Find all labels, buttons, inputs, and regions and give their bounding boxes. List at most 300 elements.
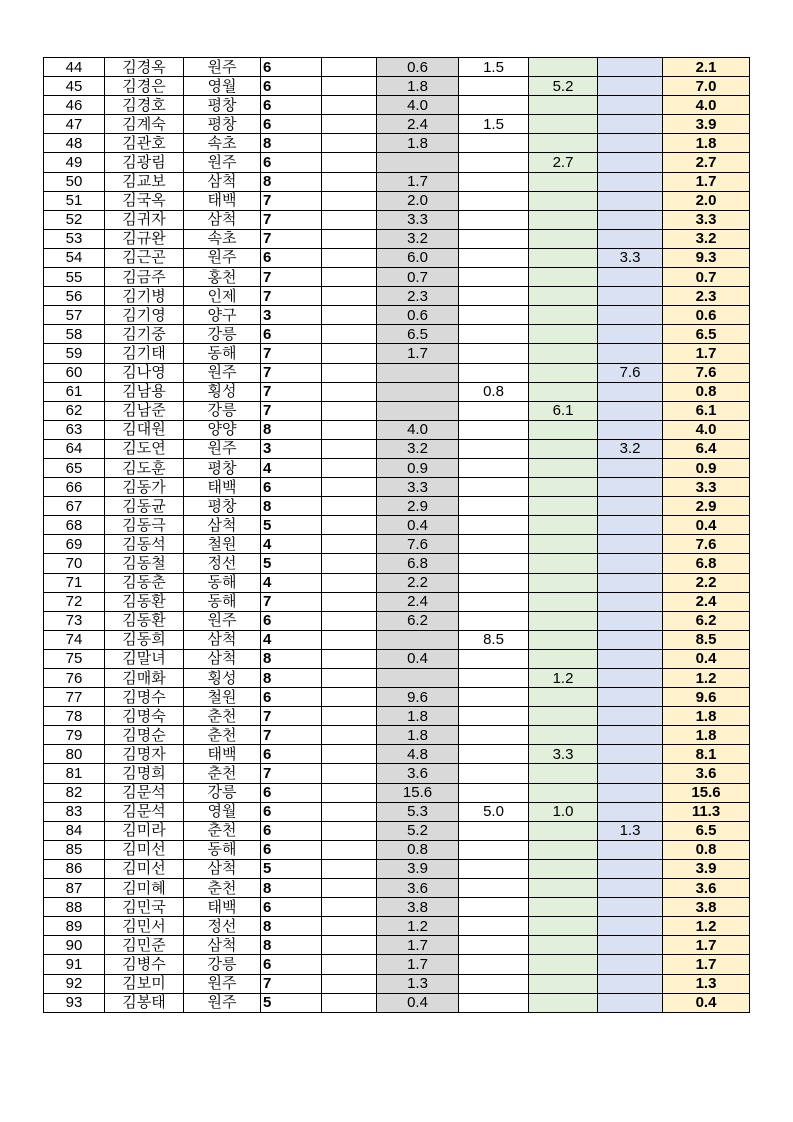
value-4-cell xyxy=(598,268,663,287)
value-1-cell: 3.6 xyxy=(377,879,459,898)
region-cell: 동해 xyxy=(184,573,261,592)
total-cell: 0.8 xyxy=(663,382,750,401)
blank-cell xyxy=(322,573,377,592)
value-4-cell xyxy=(598,974,663,993)
value-4-cell xyxy=(598,344,663,363)
value-2-cell: 8.5 xyxy=(459,630,529,649)
value-4-cell xyxy=(598,764,663,783)
value-3-cell xyxy=(529,439,598,458)
total-cell: 0.9 xyxy=(663,458,750,477)
table-row xyxy=(44,898,750,917)
grade-cell: 6 xyxy=(261,115,322,134)
row-number-cell: 47 xyxy=(44,115,105,134)
blank-cell xyxy=(322,879,377,898)
row-number-cell: 54 xyxy=(44,248,105,267)
value-3-cell xyxy=(529,306,598,325)
row-number-cell: 68 xyxy=(44,516,105,535)
total-cell: 1.2 xyxy=(663,917,750,936)
value-2-cell xyxy=(459,96,529,115)
value-3-cell xyxy=(529,726,598,745)
grade-cell: 6 xyxy=(261,77,322,96)
grade-cell: 6 xyxy=(261,58,322,77)
value-4-cell xyxy=(598,688,663,707)
table-row xyxy=(44,745,750,764)
value-2-cell xyxy=(459,248,529,267)
value-1-cell: 1.8 xyxy=(377,134,459,153)
table-row xyxy=(44,993,750,1012)
grade-cell: 8 xyxy=(261,420,322,439)
grade-cell: 7 xyxy=(261,344,322,363)
value-1-cell: 7.6 xyxy=(377,535,459,554)
value-3-cell xyxy=(529,268,598,287)
region-cell: 삼척 xyxy=(184,516,261,535)
table-row xyxy=(44,707,750,726)
region-cell: 삼척 xyxy=(184,649,261,668)
value-2-cell xyxy=(459,821,529,840)
table-row xyxy=(44,649,750,668)
row-number-cell: 87 xyxy=(44,879,105,898)
name-cell: 김도훈 xyxy=(105,458,184,477)
value-1-cell: 1.7 xyxy=(377,172,459,191)
table-row xyxy=(44,439,750,458)
value-3-cell xyxy=(529,898,598,917)
table-row xyxy=(44,96,750,115)
region-cell: 인제 xyxy=(184,287,261,306)
blank-cell xyxy=(322,783,377,802)
name-cell: 김대원 xyxy=(105,420,184,439)
total-cell: 0.8 xyxy=(663,840,750,859)
value-2-cell xyxy=(459,649,529,668)
total-cell: 2.7 xyxy=(663,153,750,172)
blank-cell xyxy=(322,554,377,573)
blank-cell xyxy=(322,821,377,840)
name-cell: 김동석 xyxy=(105,535,184,554)
row-number-cell: 85 xyxy=(44,840,105,859)
value-1-cell: 1.8 xyxy=(377,726,459,745)
blank-cell xyxy=(322,840,377,859)
row-number-cell: 70 xyxy=(44,554,105,573)
region-cell: 속초 xyxy=(184,229,261,248)
row-number-cell: 80 xyxy=(44,745,105,764)
grade-cell: 8 xyxy=(261,134,322,153)
value-3-cell xyxy=(529,172,598,191)
value-4-cell xyxy=(598,382,663,401)
region-cell: 춘천 xyxy=(184,821,261,840)
name-cell: 김민서 xyxy=(105,917,184,936)
name-cell: 김기병 xyxy=(105,287,184,306)
row-number-cell: 58 xyxy=(44,325,105,344)
value-3-cell xyxy=(529,573,598,592)
value-4-cell xyxy=(598,134,663,153)
row-number-cell: 49 xyxy=(44,153,105,172)
name-cell: 김동가 xyxy=(105,478,184,497)
total-cell: 1.2 xyxy=(663,669,750,688)
region-cell: 강릉 xyxy=(184,325,261,344)
row-number-cell: 76 xyxy=(44,669,105,688)
row-number-cell: 56 xyxy=(44,287,105,306)
value-1-cell: 1.7 xyxy=(377,344,459,363)
row-number-cell: 63 xyxy=(44,420,105,439)
region-cell: 춘천 xyxy=(184,726,261,745)
name-cell: 김문석 xyxy=(105,802,184,821)
row-number-cell: 50 xyxy=(44,172,105,191)
value-1-cell: 0.7 xyxy=(377,268,459,287)
total-cell: 15.6 xyxy=(663,783,750,802)
value-2-cell xyxy=(459,210,529,229)
value-1-cell: 0.6 xyxy=(377,58,459,77)
row-number-cell: 44 xyxy=(44,58,105,77)
total-cell: 3.3 xyxy=(663,210,750,229)
value-4-cell xyxy=(598,592,663,611)
value-2-cell xyxy=(459,955,529,974)
region-cell: 평창 xyxy=(184,96,261,115)
table-row xyxy=(44,306,750,325)
table-row xyxy=(44,478,750,497)
value-3-cell xyxy=(529,535,598,554)
name-cell: 김미선 xyxy=(105,840,184,859)
value-1-cell: 0.4 xyxy=(377,993,459,1012)
value-1-cell: 2.2 xyxy=(377,573,459,592)
value-3-cell xyxy=(529,248,598,267)
region-cell: 횡성 xyxy=(184,669,261,688)
value-1-cell: 5.3 xyxy=(377,802,459,821)
value-4-cell xyxy=(598,325,663,344)
row-number-cell: 79 xyxy=(44,726,105,745)
value-4-cell xyxy=(598,840,663,859)
name-cell: 김관호 xyxy=(105,134,184,153)
value-2-cell xyxy=(459,611,529,630)
blank-cell xyxy=(322,669,377,688)
value-3-cell xyxy=(529,478,598,497)
value-4-cell xyxy=(598,516,663,535)
total-cell: 2.4 xyxy=(663,592,750,611)
name-cell: 김병수 xyxy=(105,955,184,974)
value-4-cell xyxy=(598,58,663,77)
table-row xyxy=(44,115,750,134)
table-row xyxy=(44,917,750,936)
value-4-cell xyxy=(598,745,663,764)
value-2-cell xyxy=(459,840,529,859)
value-4-cell xyxy=(598,898,663,917)
blank-cell xyxy=(322,458,377,477)
value-1-cell: 2.9 xyxy=(377,497,459,516)
total-cell: 9.6 xyxy=(663,688,750,707)
row-number-cell: 59 xyxy=(44,344,105,363)
table-row xyxy=(44,458,750,477)
value-1-cell: 1.7 xyxy=(377,955,459,974)
row-number-cell: 51 xyxy=(44,191,105,210)
total-cell: 8.1 xyxy=(663,745,750,764)
table-row xyxy=(44,325,750,344)
value-3-cell xyxy=(529,497,598,516)
value-3-cell xyxy=(529,191,598,210)
value-1-cell: 2.4 xyxy=(377,115,459,134)
value-2-cell xyxy=(459,669,529,688)
total-cell: 3.6 xyxy=(663,764,750,783)
table-row xyxy=(44,172,750,191)
value-4-cell xyxy=(598,802,663,821)
total-cell: 3.8 xyxy=(663,898,750,917)
table-row xyxy=(44,630,750,649)
value-3-cell xyxy=(529,821,598,840)
name-cell: 김명순 xyxy=(105,726,184,745)
value-1-cell: 1.3 xyxy=(377,974,459,993)
name-cell: 김귀자 xyxy=(105,210,184,229)
total-cell: 2.2 xyxy=(663,573,750,592)
value-3-cell xyxy=(529,917,598,936)
blank-cell xyxy=(322,688,377,707)
blank-cell xyxy=(322,96,377,115)
value-3-cell xyxy=(529,936,598,955)
value-1-cell xyxy=(377,363,459,382)
table-row xyxy=(44,382,750,401)
value-4-cell xyxy=(598,859,663,878)
grade-cell: 7 xyxy=(261,191,322,210)
value-3-cell xyxy=(529,325,598,344)
table-row xyxy=(44,535,750,554)
value-2-cell xyxy=(459,153,529,172)
value-2-cell xyxy=(459,268,529,287)
total-cell: 9.3 xyxy=(663,248,750,267)
total-cell: 1.7 xyxy=(663,955,750,974)
value-3-cell xyxy=(529,955,598,974)
total-cell: 0.7 xyxy=(663,268,750,287)
row-number-cell: 66 xyxy=(44,478,105,497)
table-row xyxy=(44,248,750,267)
value-2-cell: 1.5 xyxy=(459,58,529,77)
value-2-cell xyxy=(459,554,529,573)
value-4-cell xyxy=(598,669,663,688)
blank-cell xyxy=(322,363,377,382)
blank-cell xyxy=(322,58,377,77)
value-1-cell: 6.8 xyxy=(377,554,459,573)
value-3-cell xyxy=(529,58,598,77)
value-1-cell xyxy=(377,153,459,172)
total-cell: 7.0 xyxy=(663,77,750,96)
value-1-cell xyxy=(377,401,459,420)
value-3-cell xyxy=(529,115,598,134)
value-2-cell xyxy=(459,764,529,783)
value-1-cell: 3.3 xyxy=(377,210,459,229)
table-row xyxy=(44,688,750,707)
value-4-cell xyxy=(598,917,663,936)
value-1-cell: 6.0 xyxy=(377,248,459,267)
row-number-cell: 89 xyxy=(44,917,105,936)
value-2-cell xyxy=(459,134,529,153)
table-row xyxy=(44,764,750,783)
table-row xyxy=(44,287,750,306)
blank-cell xyxy=(322,115,377,134)
value-1-cell: 3.3 xyxy=(377,478,459,497)
grade-cell: 6 xyxy=(261,325,322,344)
value-3-cell xyxy=(529,458,598,477)
total-cell: 11.3 xyxy=(663,802,750,821)
value-2-cell xyxy=(459,420,529,439)
value-4-cell xyxy=(598,306,663,325)
row-number-cell: 92 xyxy=(44,974,105,993)
value-1-cell: 3.2 xyxy=(377,439,459,458)
table-row xyxy=(44,974,750,993)
value-1-cell: 1.2 xyxy=(377,917,459,936)
table-row xyxy=(44,783,750,802)
value-1-cell: 0.4 xyxy=(377,516,459,535)
total-cell: 4.0 xyxy=(663,96,750,115)
grade-cell: 7 xyxy=(261,726,322,745)
name-cell: 김동춘 xyxy=(105,573,184,592)
name-cell: 김문석 xyxy=(105,783,184,802)
total-cell: 3.2 xyxy=(663,229,750,248)
value-1-cell: 15.6 xyxy=(377,783,459,802)
total-cell: 3.6 xyxy=(663,879,750,898)
row-number-cell: 77 xyxy=(44,688,105,707)
table-row xyxy=(44,153,750,172)
value-3-cell xyxy=(529,96,598,115)
blank-cell xyxy=(322,306,377,325)
grade-cell: 7 xyxy=(261,382,322,401)
value-2-cell xyxy=(459,879,529,898)
value-2-cell xyxy=(459,688,529,707)
value-4-cell xyxy=(598,153,663,172)
row-number-cell: 65 xyxy=(44,458,105,477)
row-number-cell: 83 xyxy=(44,802,105,821)
row-number-cell: 86 xyxy=(44,859,105,878)
table-row xyxy=(44,669,750,688)
total-cell: 7.6 xyxy=(663,363,750,382)
value-4-cell xyxy=(598,726,663,745)
total-cell: 1.8 xyxy=(663,134,750,153)
value-2-cell xyxy=(459,573,529,592)
blank-cell xyxy=(322,268,377,287)
name-cell: 김경은 xyxy=(105,77,184,96)
grade-cell: 6 xyxy=(261,248,322,267)
table-row xyxy=(44,229,750,248)
grade-cell: 7 xyxy=(261,764,322,783)
region-cell: 강릉 xyxy=(184,401,261,420)
region-cell: 삼척 xyxy=(184,936,261,955)
region-cell: 동해 xyxy=(184,592,261,611)
grade-cell: 6 xyxy=(261,840,322,859)
table-row xyxy=(44,134,750,153)
name-cell: 김명숙 xyxy=(105,707,184,726)
value-2-cell xyxy=(459,229,529,248)
total-cell: 1.8 xyxy=(663,707,750,726)
value-1-cell: 0.9 xyxy=(377,458,459,477)
region-cell: 홍천 xyxy=(184,268,261,287)
row-number-cell: 91 xyxy=(44,955,105,974)
name-cell: 김경옥 xyxy=(105,58,184,77)
value-1-cell: 0.6 xyxy=(377,306,459,325)
row-number-cell: 72 xyxy=(44,592,105,611)
blank-cell xyxy=(322,993,377,1012)
value-1-cell: 3.6 xyxy=(377,764,459,783)
name-cell: 김광림 xyxy=(105,153,184,172)
row-number-cell: 52 xyxy=(44,210,105,229)
value-3-cell: 3.3 xyxy=(529,745,598,764)
region-cell: 횡성 xyxy=(184,382,261,401)
name-cell: 김교보 xyxy=(105,172,184,191)
region-cell: 원주 xyxy=(184,974,261,993)
region-cell: 원주 xyxy=(184,993,261,1012)
value-4-cell xyxy=(598,936,663,955)
row-number-cell: 74 xyxy=(44,630,105,649)
total-cell: 6.5 xyxy=(663,325,750,344)
value-3-cell: 5.2 xyxy=(529,77,598,96)
value-2-cell xyxy=(459,306,529,325)
name-cell: 김미혜 xyxy=(105,879,184,898)
grade-cell: 7 xyxy=(261,974,322,993)
value-2-cell xyxy=(459,478,529,497)
name-cell: 김민준 xyxy=(105,936,184,955)
value-3-cell xyxy=(529,382,598,401)
blank-cell xyxy=(322,955,377,974)
value-2-cell xyxy=(459,439,529,458)
grade-cell: 5 xyxy=(261,554,322,573)
grade-cell: 8 xyxy=(261,649,322,668)
total-cell: 1.8 xyxy=(663,726,750,745)
grade-cell: 8 xyxy=(261,917,322,936)
name-cell: 김미라 xyxy=(105,821,184,840)
row-number-cell: 84 xyxy=(44,821,105,840)
grade-cell: 4 xyxy=(261,458,322,477)
table-row xyxy=(44,77,750,96)
region-cell: 정선 xyxy=(184,917,261,936)
table-row xyxy=(44,401,750,420)
grade-cell: 4 xyxy=(261,630,322,649)
name-cell: 김동환 xyxy=(105,611,184,630)
row-number-cell: 93 xyxy=(44,993,105,1012)
table-row xyxy=(44,344,750,363)
region-cell: 원주 xyxy=(184,153,261,172)
value-4-cell: 7.6 xyxy=(598,363,663,382)
region-cell: 동해 xyxy=(184,840,261,859)
name-cell: 김근곤 xyxy=(105,248,184,267)
region-cell: 정선 xyxy=(184,554,261,573)
value-4-cell xyxy=(598,554,663,573)
blank-cell xyxy=(322,420,377,439)
value-1-cell: 4.8 xyxy=(377,745,459,764)
value-4-cell xyxy=(598,497,663,516)
row-number-cell: 88 xyxy=(44,898,105,917)
value-1-cell: 2.3 xyxy=(377,287,459,306)
total-cell: 2.3 xyxy=(663,287,750,306)
value-2-cell xyxy=(459,726,529,745)
grade-cell: 6 xyxy=(261,153,322,172)
value-3-cell xyxy=(529,649,598,668)
total-cell: 6.1 xyxy=(663,401,750,420)
value-3-cell xyxy=(529,420,598,439)
value-1-cell: 3.9 xyxy=(377,859,459,878)
total-cell: 6.5 xyxy=(663,821,750,840)
value-3-cell xyxy=(529,974,598,993)
name-cell: 김금주 xyxy=(105,268,184,287)
grade-cell: 6 xyxy=(261,955,322,974)
name-cell: 김남준 xyxy=(105,401,184,420)
total-cell: 2.9 xyxy=(663,497,750,516)
blank-cell xyxy=(322,707,377,726)
blank-cell xyxy=(322,153,377,172)
table-row xyxy=(44,726,750,745)
value-3-cell xyxy=(529,611,598,630)
value-2-cell xyxy=(459,363,529,382)
grade-cell: 4 xyxy=(261,535,322,554)
grade-cell: 8 xyxy=(261,669,322,688)
name-cell: 김나영 xyxy=(105,363,184,382)
value-3-cell xyxy=(529,707,598,726)
region-cell: 원주 xyxy=(184,611,261,630)
region-cell: 평창 xyxy=(184,497,261,516)
total-cell: 7.6 xyxy=(663,535,750,554)
region-cell: 원주 xyxy=(184,439,261,458)
